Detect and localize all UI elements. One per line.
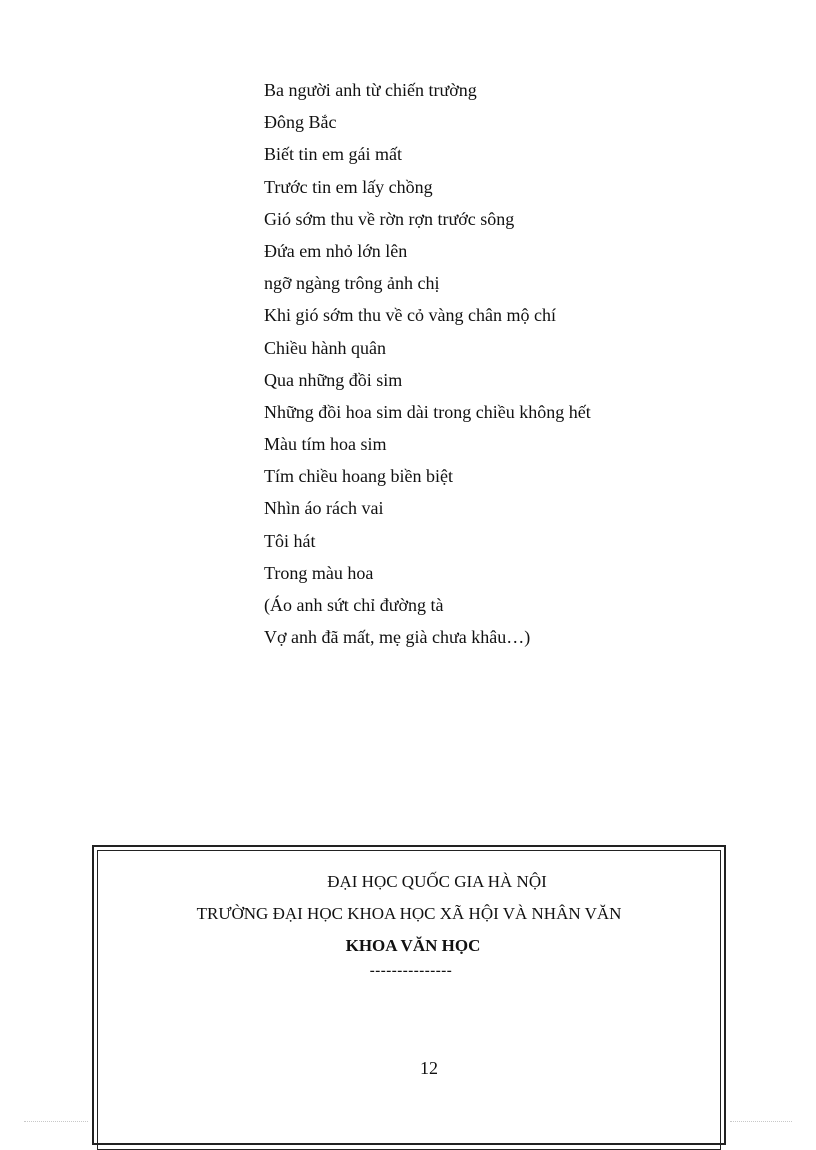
faculty-name: KHOA VĂN HỌC bbox=[345, 936, 481, 955]
poem-line: Gió sớm thu về rờn rợn trước sông bbox=[264, 208, 515, 229]
footer-dotted-rule-right bbox=[730, 1121, 792, 1122]
poem-line: (Áo anh sứt chỉ đường tà bbox=[264, 595, 444, 615]
page-number: 12 bbox=[420, 1058, 438, 1078]
cover-frame-inner bbox=[97, 850, 721, 1150]
header-separator: --------------- bbox=[369, 963, 453, 979]
poem-line: Đứa em nhỏ lớn lên bbox=[264, 240, 408, 261]
school-name: TRƯỜNG ĐẠI HỌC KHOA HỌC XÃ HỘI VÀ NHÂN VĂN bbox=[196, 904, 622, 923]
poem-line: Ba người anh từ chiến trường bbox=[264, 80, 477, 100]
poem-line: Chiều hành quân bbox=[264, 337, 386, 358]
footer-dotted-rule-left bbox=[24, 1121, 88, 1122]
poem-line: Màu tím hoa sim bbox=[264, 434, 387, 455]
university-name: ĐẠI HỌC QUỐC GIA HÀ NỘI bbox=[327, 872, 547, 891]
poem-stanza bbox=[264, 74, 591, 653]
poem-line: Trước tin em lấy chồng bbox=[264, 176, 433, 197]
poem-line: Vợ anh đã mất, mẹ già chưa khâu…) bbox=[264, 627, 531, 648]
poem-line: Trong màu hoa bbox=[264, 562, 374, 583]
poem-line: Tôi hát bbox=[264, 530, 316, 551]
poem-line: Những đồi hoa sim dài trong chiều không hết bbox=[264, 401, 591, 422]
poem-line: Nhìn áo rách vai bbox=[264, 498, 384, 519]
poem-line: Đông Bắc bbox=[264, 112, 337, 133]
poem-line: Qua những đồi sim bbox=[264, 369, 403, 390]
poem-line: Khi gió sớm thu về cỏ vàng chân mộ chí bbox=[264, 305, 556, 326]
poem-line: Tím chiều hoang biền biệt bbox=[264, 466, 453, 487]
poem-line: ngỡ ngàng trông ảnh chị bbox=[264, 273, 440, 294]
poem-line: Biết tin em gái mất bbox=[264, 144, 402, 165]
